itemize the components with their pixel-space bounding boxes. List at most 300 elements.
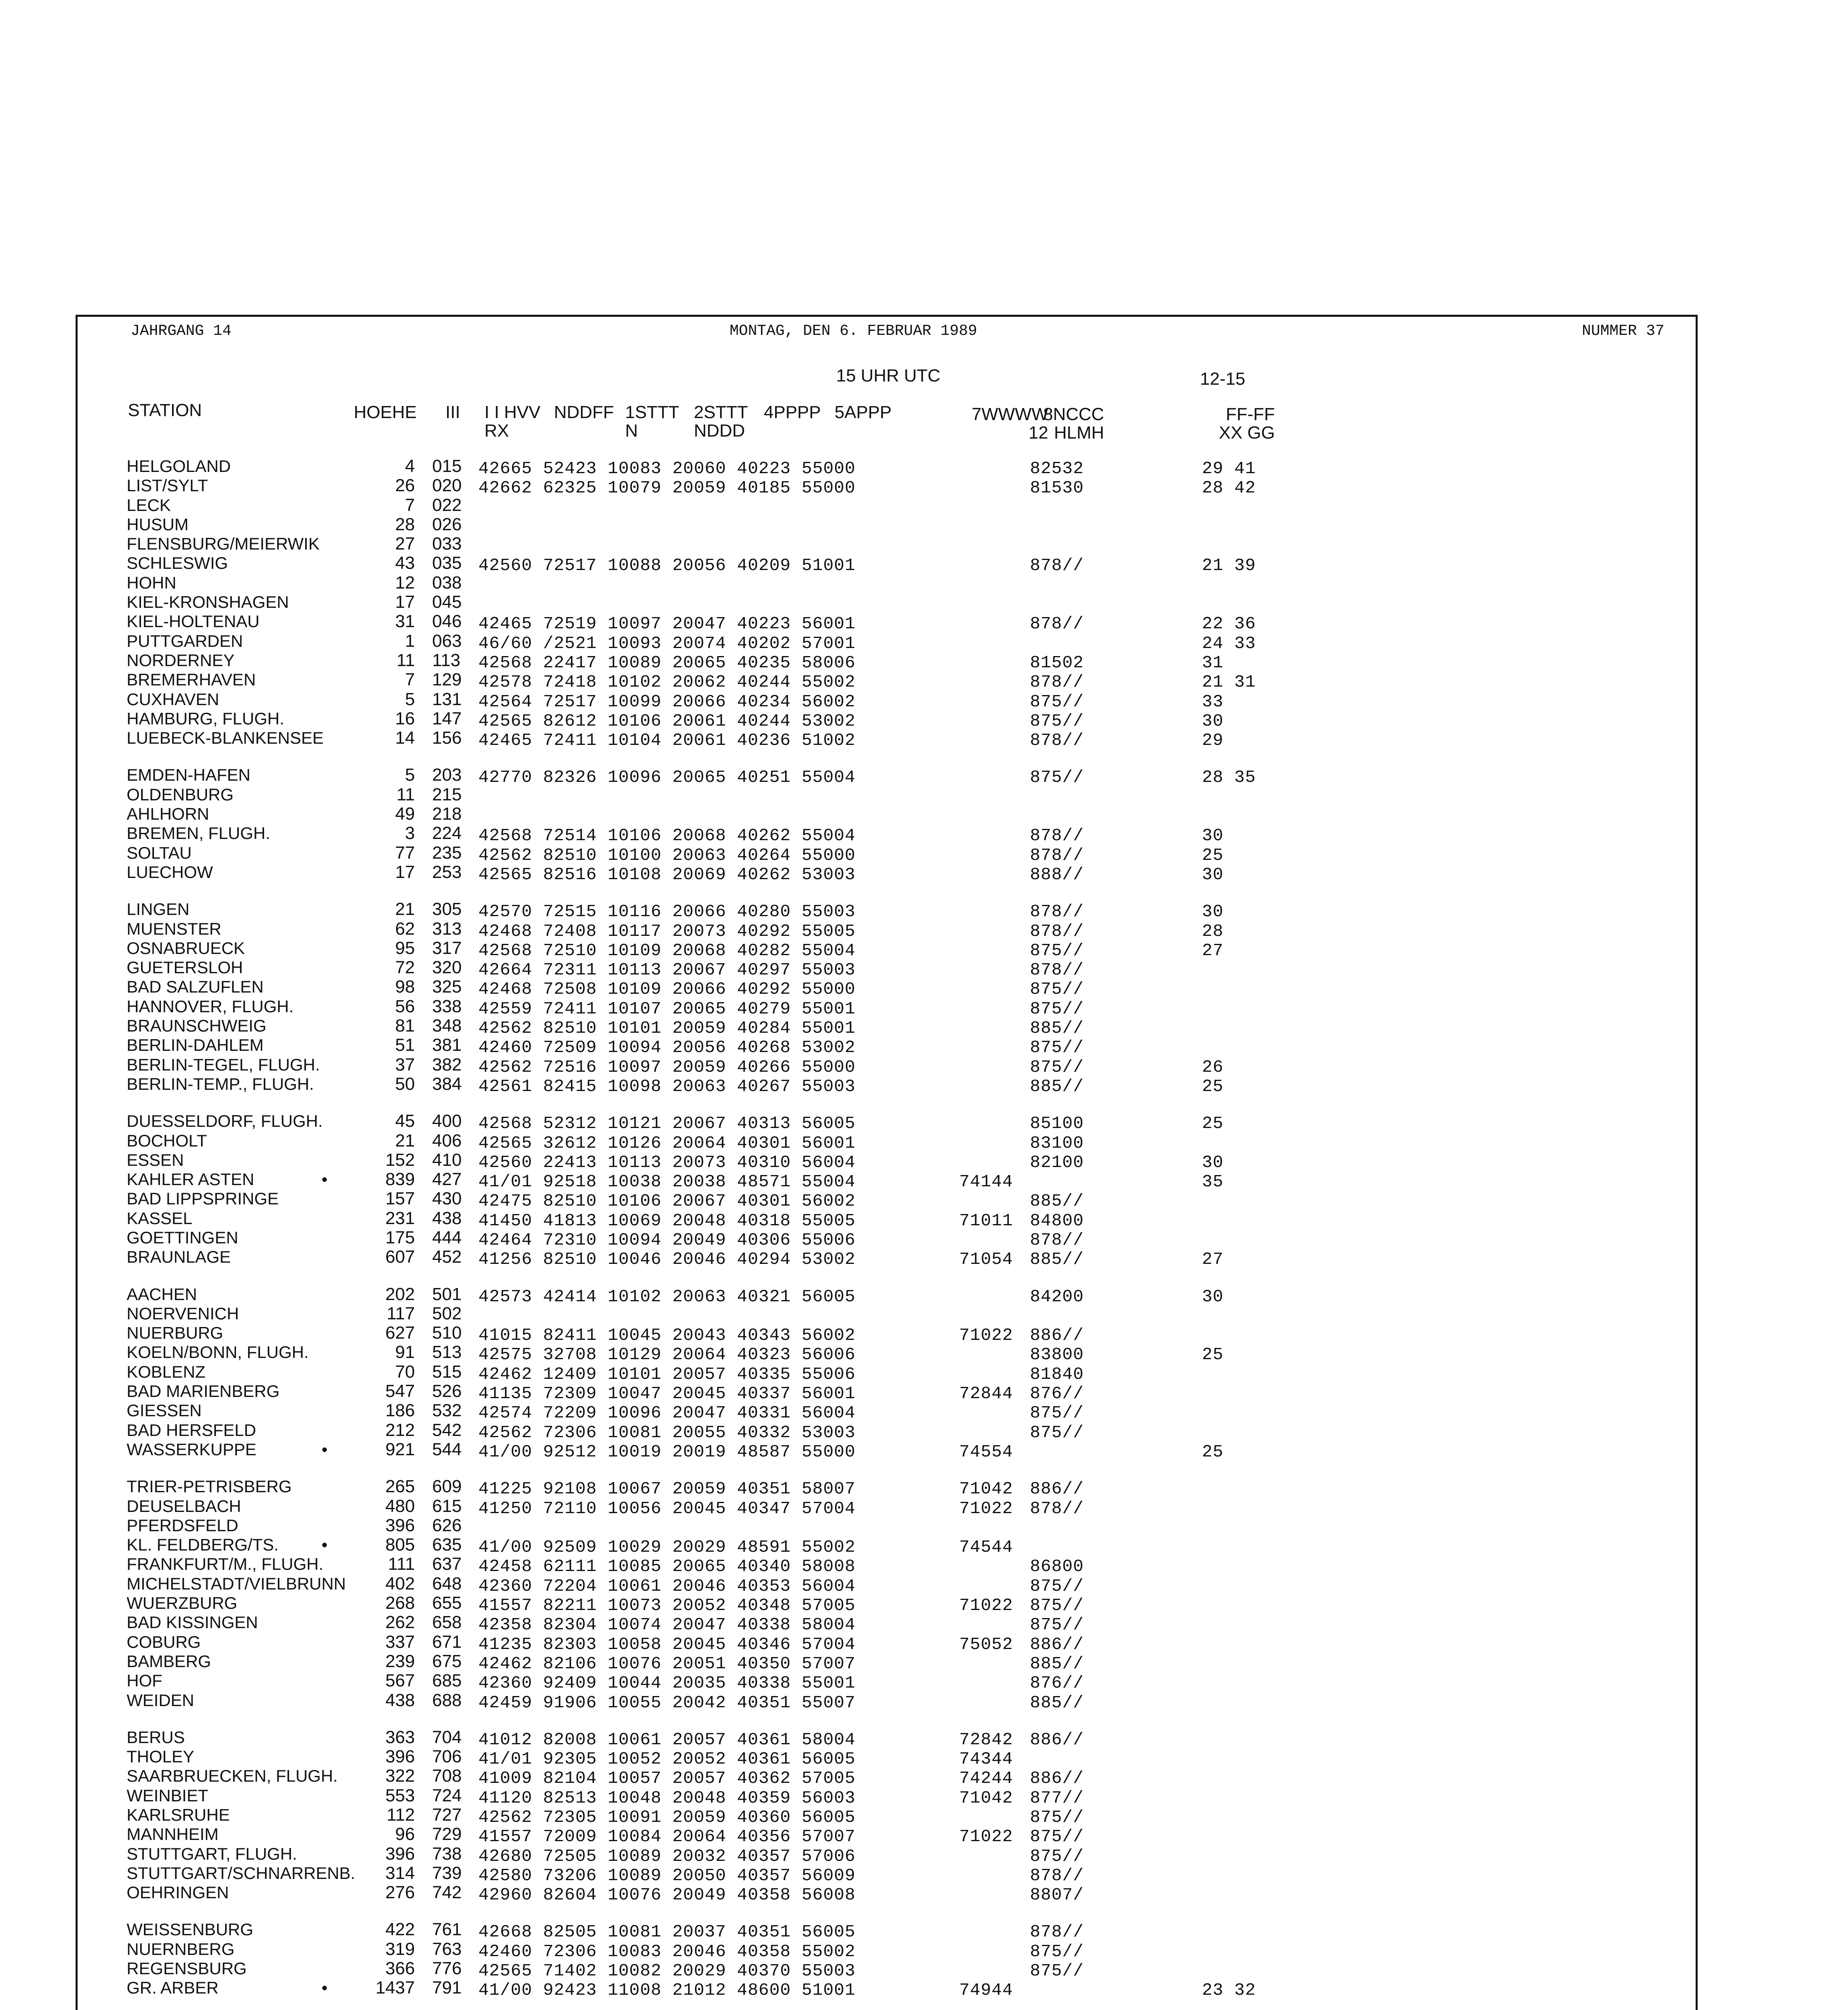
cloud-group: 875// bbox=[1030, 979, 1084, 999]
station-index: 626 bbox=[432, 1515, 462, 1535]
table-row bbox=[0, 1439, 1848, 1462]
cloud-group: 84200 bbox=[1030, 1286, 1084, 1306]
time-heading: 15 UHR UTC bbox=[836, 366, 941, 386]
wind-gust-group: 22 36 bbox=[1202, 614, 1256, 634]
height-value: 56 bbox=[395, 996, 415, 1016]
station-index: 724 bbox=[432, 1785, 462, 1805]
group-separator bbox=[0, 748, 1848, 765]
observation-groups: 42468 72508 10109 20066 40292 55000 bbox=[478, 979, 856, 999]
station-index: 400 bbox=[432, 1111, 462, 1131]
observation-groups: 42665 52423 10083 20060 40223 55000 bbox=[478, 459, 856, 478]
station-index: 761 bbox=[432, 1920, 462, 1940]
wind-gust-group: 33 bbox=[1202, 691, 1224, 712]
cloud-group: 8807/ bbox=[1030, 1885, 1084, 1905]
table-row bbox=[0, 689, 1848, 712]
observation-groups: 42960 82604 10076 20049 40358 56008 bbox=[478, 1885, 856, 1905]
cloud-group: 878// bbox=[1030, 614, 1084, 634]
table-row bbox=[0, 977, 1848, 997]
table-row bbox=[0, 553, 1848, 576]
station-name: PUTTGARDEN bbox=[127, 631, 243, 650]
observation-groups: 42458 62111 10085 20065 40340 58008 bbox=[478, 1557, 856, 1577]
station-index: 131 bbox=[432, 689, 462, 709]
cloud-group: 83100 bbox=[1030, 1133, 1084, 1153]
height-value: 31 bbox=[395, 611, 415, 632]
cloud-group: 886// bbox=[1030, 1325, 1084, 1345]
station-name: ESSEN bbox=[127, 1150, 184, 1169]
height-value: 363 bbox=[385, 1727, 415, 1747]
cloud-group: 878// bbox=[1030, 845, 1084, 865]
station-name: BAD KISSINGEN bbox=[127, 1613, 258, 1632]
station-name: WUERZBURG bbox=[127, 1594, 238, 1613]
table-row bbox=[0, 1574, 1848, 1594]
station-name: TRIER-PETRISBERG bbox=[127, 1477, 292, 1496]
station-name: HOF bbox=[127, 1671, 162, 1690]
station-index: 658 bbox=[432, 1612, 462, 1633]
table-row bbox=[0, 1016, 1848, 1036]
table-row bbox=[0, 804, 1848, 824]
station-index: 317 bbox=[432, 938, 462, 958]
station-index: 615 bbox=[432, 1496, 462, 1516]
cloud-group: 878// bbox=[1030, 902, 1084, 922]
table-row bbox=[0, 919, 1848, 939]
station-index: 035 bbox=[432, 553, 462, 573]
station-index: 542 bbox=[432, 1420, 462, 1440]
cloud-group: 876// bbox=[1030, 1384, 1084, 1404]
observation-groups: 42680 72505 10089 20032 40357 57006 bbox=[478, 1846, 856, 1866]
observation-groups: 41/01 92305 10052 20052 40361 56005 bbox=[478, 1749, 856, 1769]
observation-groups: 42662 62325 10079 20059 40185 55000 bbox=[478, 478, 856, 498]
height-value: 62 bbox=[395, 919, 415, 939]
cloud-group: 885// bbox=[1030, 1018, 1084, 1038]
station-table bbox=[0, 457, 1848, 2010]
station-index: 129 bbox=[432, 670, 462, 690]
station-index: 348 bbox=[432, 1016, 462, 1036]
station-name: LECK bbox=[127, 495, 171, 515]
observation-groups: 46/60 /2521 10093 20074 40202 57001 bbox=[478, 633, 856, 653]
station-index: 648 bbox=[432, 1573, 462, 1594]
height-value: 921 bbox=[385, 1439, 415, 1459]
table-row bbox=[0, 939, 1848, 958]
wind-gust-group: 35 bbox=[1202, 1172, 1224, 1192]
height-value: 396 bbox=[385, 1515, 415, 1535]
station-name: BERLIN-TEGEL, FLUGH. bbox=[127, 1055, 320, 1074]
station-name: OEHRINGEN bbox=[127, 1883, 229, 1902]
height-value: 314 bbox=[385, 1863, 415, 1883]
wind-gust-group: 25 bbox=[1202, 1114, 1224, 1134]
height-value: 16 bbox=[395, 708, 415, 728]
station-name: BAD MARIENBERG bbox=[127, 1382, 280, 1401]
height-value: 81 bbox=[395, 1016, 415, 1036]
table-row bbox=[0, 1516, 1848, 1535]
col3-heading: 1STTT N bbox=[625, 402, 679, 441]
station-index: 046 bbox=[432, 611, 462, 632]
station-index: 776 bbox=[432, 1959, 462, 1979]
table-row bbox=[0, 1323, 1848, 1343]
station-index: 253 bbox=[432, 862, 462, 882]
wind-gust-group: 30 bbox=[1202, 711, 1224, 731]
cloud-group: 875// bbox=[1030, 1615, 1084, 1635]
cloud-group: 875// bbox=[1030, 1403, 1084, 1423]
wind-gust-group: 30 bbox=[1202, 1286, 1224, 1306]
height-value: 175 bbox=[385, 1227, 415, 1247]
observation-groups: 42568 52312 10121 20067 40313 56005 bbox=[478, 1114, 856, 1134]
cloud-group: 875// bbox=[1030, 1941, 1084, 1961]
station-index: 156 bbox=[432, 728, 462, 748]
observation-groups: 42560 72517 10088 20056 40209 51001 bbox=[478, 556, 856, 576]
height-value: 70 bbox=[395, 1362, 415, 1382]
table-row bbox=[0, 1075, 1848, 1094]
observation-groups: 42462 82106 10076 20051 40350 57007 bbox=[478, 1653, 856, 1674]
station-index: 791 bbox=[432, 1978, 462, 1998]
observation-groups: 41/00 92423 11008 21012 48600 51001 bbox=[478, 1980, 856, 2000]
table-row bbox=[0, 843, 1848, 863]
station-index: 338 bbox=[432, 996, 462, 1016]
station-index: 685 bbox=[432, 1671, 462, 1691]
wind-gust-group: 25 bbox=[1202, 845, 1224, 865]
height-value: 805 bbox=[385, 1535, 415, 1555]
station-index: 671 bbox=[432, 1632, 462, 1652]
station-name: NOERVENICH bbox=[127, 1304, 239, 1323]
height-value: 1437 bbox=[375, 1978, 415, 1998]
cloud-group: 875// bbox=[1030, 1961, 1084, 1981]
height-value: 607 bbox=[385, 1247, 415, 1267]
station-name: DUESSELDORF, FLUGH. bbox=[127, 1112, 323, 1131]
table-row bbox=[0, 1727, 1848, 1750]
table-row bbox=[0, 1151, 1848, 1170]
station-name: OLDENBURG bbox=[127, 785, 234, 804]
height-value: 152 bbox=[385, 1150, 415, 1170]
mountain-marker: • bbox=[322, 1170, 328, 1189]
table-row bbox=[0, 1747, 1848, 1769]
station-name: HUSUM bbox=[127, 515, 189, 534]
height-value: 276 bbox=[385, 1883, 415, 1903]
station-index: 706 bbox=[432, 1747, 462, 1767]
cloud-group: 82100 bbox=[1030, 1152, 1084, 1172]
height-value: 11 bbox=[396, 784, 415, 804]
wind-gust-group: 30 bbox=[1202, 826, 1224, 846]
station-index: 325 bbox=[432, 977, 462, 997]
station-index: 224 bbox=[432, 823, 462, 843]
station-index: 410 bbox=[432, 1150, 462, 1170]
station-index: 609 bbox=[432, 1477, 462, 1497]
cloud-group: 83800 bbox=[1030, 1345, 1084, 1365]
table-row bbox=[0, 996, 1848, 1019]
table-row bbox=[0, 1920, 1848, 1942]
station-name: BREMEN, FLUGH. bbox=[127, 824, 271, 843]
cloud-group: 875// bbox=[1030, 711, 1084, 731]
table-row bbox=[0, 1285, 1848, 1304]
station-name: STUTTGART, FLUGH. bbox=[127, 1844, 297, 1863]
table-row bbox=[0, 1864, 1848, 1883]
observation-groups: 42561 82415 10098 20063 40267 55003 bbox=[478, 1076, 856, 1096]
wind-gust-group: 31 bbox=[1202, 652, 1224, 673]
height-value: 265 bbox=[385, 1477, 415, 1497]
station-name: DEUSELBACH bbox=[127, 1496, 241, 1516]
table-row bbox=[0, 534, 1848, 554]
table-row bbox=[0, 1535, 1848, 1555]
table-row bbox=[0, 1554, 1848, 1577]
height-value: 480 bbox=[385, 1496, 415, 1516]
cloud-group: 886// bbox=[1030, 1479, 1084, 1499]
table-row bbox=[0, 1035, 1848, 1058]
cloud-group: 875// bbox=[1030, 1846, 1084, 1866]
cloud-group: 878// bbox=[1030, 1230, 1084, 1250]
height-value: 96 bbox=[395, 1824, 415, 1844]
station-name: HELGOLAND bbox=[127, 457, 231, 476]
station-name: BREMERHAVEN bbox=[127, 670, 256, 689]
station-name: BERLIN-DAHLEM bbox=[127, 1036, 264, 1055]
height-value: 396 bbox=[385, 1747, 415, 1767]
table-row bbox=[0, 823, 1848, 846]
table-row bbox=[0, 1247, 1848, 1270]
station-index: 015 bbox=[432, 456, 462, 476]
station-name: AACHEN bbox=[127, 1284, 197, 1304]
observation-groups: 42465 72411 10104 20061 40236 51002 bbox=[478, 730, 856, 751]
table-row bbox=[0, 899, 1848, 922]
station-index: 637 bbox=[432, 1554, 462, 1574]
wind-gust-group: 30 bbox=[1202, 864, 1224, 884]
station-index: 313 bbox=[432, 919, 462, 939]
station-name: LUEBECK-BLANKENSEE bbox=[127, 728, 324, 748]
station-index: 022 bbox=[432, 495, 462, 515]
group-separator bbox=[0, 1710, 1848, 1728]
height-value: 4 bbox=[405, 456, 415, 476]
observation-groups: 42460 72509 10094 20056 40268 53002 bbox=[478, 1038, 856, 1058]
observation-groups: 42460 72306 10083 20046 40358 55002 bbox=[478, 1941, 856, 1961]
cloud-group: 875// bbox=[1030, 1057, 1084, 1077]
station-index: 513 bbox=[432, 1342, 462, 1362]
col6-heading: 5APPP bbox=[835, 402, 892, 422]
station-index: 147 bbox=[432, 708, 462, 728]
cloud-group: 875// bbox=[1030, 767, 1084, 788]
observation-groups: 42562 82510 10101 20059 40284 55001 bbox=[478, 1018, 856, 1038]
cloud-group: 886// bbox=[1030, 1634, 1084, 1654]
station-index: 526 bbox=[432, 1381, 462, 1401]
table-row bbox=[0, 1169, 1848, 1192]
station-name: PFERDSFELD bbox=[127, 1516, 238, 1535]
station-name: WASSERKUPPE bbox=[127, 1440, 256, 1459]
cloud-group: 885// bbox=[1030, 1076, 1084, 1096]
height-value: 77 bbox=[395, 843, 415, 863]
table-row bbox=[0, 1189, 1848, 1211]
cloud-group: 81530 bbox=[1030, 478, 1084, 498]
issue-number: NUMMER 37 bbox=[1582, 322, 1665, 340]
cloud-group: 875// bbox=[1030, 940, 1084, 960]
table-row bbox=[0, 1766, 1848, 1786]
cloud-group: 878// bbox=[1030, 730, 1084, 751]
table-row bbox=[0, 1612, 1848, 1635]
station-name: MUENSTER bbox=[127, 919, 222, 938]
wind-gust-group: 28 bbox=[1202, 921, 1224, 941]
height-value: 43 bbox=[395, 553, 415, 573]
height-value: 186 bbox=[385, 1401, 415, 1421]
station-index: 675 bbox=[432, 1651, 462, 1671]
height-value: 5 bbox=[405, 765, 415, 785]
station-name: BERUS bbox=[127, 1727, 185, 1747]
table-row bbox=[0, 496, 1848, 515]
station-index: 218 bbox=[432, 804, 462, 824]
cloud-group: 86800 bbox=[1030, 1557, 1084, 1577]
table-row bbox=[0, 1959, 1848, 1981]
height-value: 322 bbox=[385, 1766, 415, 1786]
height-value: 268 bbox=[385, 1593, 415, 1613]
table-row bbox=[0, 1208, 1848, 1231]
table-row bbox=[0, 457, 1848, 476]
cloud-group: 885// bbox=[1030, 1249, 1084, 1270]
table-row bbox=[0, 1593, 1848, 1616]
height-value: 3 bbox=[405, 823, 415, 843]
height-value: 28 bbox=[395, 514, 415, 534]
observation-groups: 42462 12409 10101 20057 40335 55006 bbox=[478, 1364, 856, 1384]
station-name: CUXHAVEN bbox=[127, 689, 219, 709]
station-index: 501 bbox=[432, 1284, 462, 1304]
station-index: 406 bbox=[432, 1130, 462, 1151]
height-value: 422 bbox=[385, 1920, 415, 1940]
cloud-group: 85100 bbox=[1030, 1114, 1084, 1134]
mountain-marker: • bbox=[322, 1978, 328, 1998]
table-row bbox=[0, 1651, 1848, 1674]
table-row bbox=[0, 863, 1848, 882]
observation-groups: 41/00 92509 10029 20029 48591 55002 bbox=[478, 1537, 856, 1557]
height-value: 117 bbox=[386, 1303, 415, 1323]
table-row bbox=[0, 708, 1848, 731]
station-index: 063 bbox=[432, 631, 462, 651]
observation-groups: 42464 72310 10094 20049 40306 55006 bbox=[478, 1230, 856, 1250]
height-value: 45 bbox=[395, 1111, 415, 1131]
height-value: 95 bbox=[395, 938, 415, 958]
weather-group: 71042 bbox=[959, 1479, 1013, 1499]
table-row bbox=[0, 1477, 1848, 1499]
station-name: REGENSBURG bbox=[127, 1959, 247, 1978]
col7-heading: 7WWWW 12 bbox=[972, 404, 1048, 443]
observation-groups: 42468 72408 10117 20073 40292 55005 bbox=[478, 921, 856, 941]
height-value: 17 bbox=[395, 862, 415, 882]
table-row bbox=[0, 1131, 1848, 1151]
table-row bbox=[0, 1381, 1848, 1404]
observation-groups: 42575 32708 10129 20064 40323 56006 bbox=[478, 1345, 856, 1365]
station-name: KARLSRUHE bbox=[127, 1805, 230, 1824]
station-name: COBURG bbox=[127, 1632, 201, 1651]
station-index: 688 bbox=[432, 1690, 462, 1710]
table-row bbox=[0, 1342, 1848, 1365]
cloud-group: 875// bbox=[1030, 1596, 1084, 1616]
col2-heading: NDDFF bbox=[554, 402, 614, 422]
cloud-group: 876// bbox=[1030, 1673, 1084, 1693]
wind-gust-group: 29 41 bbox=[1202, 459, 1256, 478]
station-index: 738 bbox=[432, 1844, 462, 1864]
height-value: 112 bbox=[386, 1805, 415, 1825]
cloud-group: 878// bbox=[1030, 672, 1084, 692]
table-row bbox=[0, 1633, 1848, 1652]
observation-groups: 41557 72009 10084 20064 40356 57007 bbox=[478, 1827, 856, 1847]
wind-gust-group: 27 bbox=[1202, 940, 1224, 960]
station-name: BAD HERSFELD bbox=[127, 1420, 256, 1440]
observation-groups: 41235 82303 10058 20045 40346 57004 bbox=[478, 1634, 856, 1654]
station-name: GOETTINGEN bbox=[127, 1228, 238, 1247]
station-index: 742 bbox=[432, 1883, 462, 1903]
station-name: LUECHOW bbox=[127, 862, 213, 882]
observation-groups: 42570 72515 10116 20066 40280 55003 bbox=[478, 902, 856, 922]
station-index: 502 bbox=[432, 1303, 462, 1323]
weather-group: 74344 bbox=[959, 1749, 1013, 1769]
group-separator bbox=[0, 1459, 1848, 1477]
table-row bbox=[0, 670, 1848, 692]
observation-groups: 41/00 92512 10019 20019 48587 55000 bbox=[478, 1442, 856, 1462]
wind-gust-group: 23 32 bbox=[1202, 1980, 1256, 2000]
observation-groups: 41120 82513 10048 20048 40359 56003 bbox=[478, 1788, 856, 1808]
observation-groups: 41135 72309 10047 20045 40337 56001 bbox=[478, 1384, 856, 1404]
observation-groups: 42770 82326 10096 20065 40251 55004 bbox=[478, 767, 856, 788]
table-row bbox=[0, 1055, 1848, 1075]
height-value: 17 bbox=[395, 592, 415, 612]
station-index: 532 bbox=[432, 1401, 462, 1421]
col9-heading: FF-FF XX GG bbox=[1219, 404, 1275, 443]
station-index: 438 bbox=[432, 1208, 462, 1228]
table-row bbox=[0, 1690, 1848, 1713]
cloud-group: 885// bbox=[1030, 1692, 1084, 1713]
height-value: 547 bbox=[385, 1381, 415, 1401]
station-index: 544 bbox=[432, 1439, 462, 1459]
station-index: 320 bbox=[432, 958, 462, 978]
wind-gust-group: 26 bbox=[1202, 1057, 1224, 1077]
height-value: 27 bbox=[395, 534, 415, 554]
wind-gust-group: 25 bbox=[1202, 1345, 1224, 1365]
height-value: 21 bbox=[395, 899, 415, 919]
observation-groups: 42459 91906 10055 20042 40351 55007 bbox=[478, 1692, 856, 1713]
table-row bbox=[0, 785, 1848, 804]
wind-gust-group: 21 39 bbox=[1202, 556, 1256, 576]
cloud-group: 81840 bbox=[1030, 1364, 1084, 1384]
station-name: STUTTGART/SCHNARRENB. bbox=[127, 1863, 355, 1883]
observation-groups: 42574 72209 10096 20047 40331 56004 bbox=[478, 1403, 856, 1423]
col8-heading: 8NCCC HLMH bbox=[1043, 404, 1104, 443]
observation-groups: 42565 82516 10108 20069 40262 53003 bbox=[478, 864, 856, 884]
station-name: MANNHEIM bbox=[127, 1825, 219, 1844]
station-name: HANNOVER, FLUGH. bbox=[127, 997, 294, 1016]
table-row bbox=[0, 1883, 1848, 1905]
cloud-group: 878// bbox=[1030, 1865, 1084, 1885]
station-index: 020 bbox=[432, 476, 462, 496]
station-name: KIEL-KRONSHAGEN bbox=[127, 593, 289, 612]
station-name: WEISSENBURG bbox=[127, 1920, 254, 1939]
station-name: KAHLER ASTEN bbox=[127, 1170, 254, 1189]
station-name: HOHN bbox=[127, 573, 176, 592]
station-name: BRAUNLAGE bbox=[127, 1247, 231, 1267]
station-name: GR. ARBER bbox=[127, 1978, 219, 1998]
cloud-group: 878// bbox=[1030, 921, 1084, 941]
height-value: 49 bbox=[395, 804, 415, 824]
cloud-group: 885// bbox=[1030, 1653, 1084, 1674]
cloud-group: 888// bbox=[1030, 864, 1084, 884]
observation-groups: 42465 72519 10097 20047 40223 56001 bbox=[478, 614, 856, 634]
height-value: 98 bbox=[395, 977, 415, 997]
weather-group: 71022 bbox=[959, 1325, 1013, 1345]
weather-group: 75052 bbox=[959, 1634, 1013, 1654]
group-separator bbox=[0, 1998, 1848, 2010]
table-row bbox=[0, 1111, 1848, 1134]
observation-groups: 42568 72510 10109 20068 40282 55004 bbox=[478, 940, 856, 960]
observation-groups: 41557 82211 10073 20052 40348 57005 bbox=[478, 1596, 856, 1616]
height-value: 337 bbox=[385, 1632, 415, 1652]
station-name: BERLIN-TEMP., FLUGH. bbox=[127, 1074, 314, 1093]
station-name: NUERBURG bbox=[127, 1323, 224, 1343]
height-value: 231 bbox=[385, 1208, 415, 1228]
observation-groups: 42668 82505 10081 20037 40351 56005 bbox=[478, 1922, 856, 1942]
table-row bbox=[0, 1497, 1848, 1516]
station-name: BAD LIPPSPRINGE bbox=[127, 1189, 279, 1208]
cloud-group: 875// bbox=[1030, 1807, 1084, 1827]
table-row bbox=[0, 1785, 1848, 1808]
